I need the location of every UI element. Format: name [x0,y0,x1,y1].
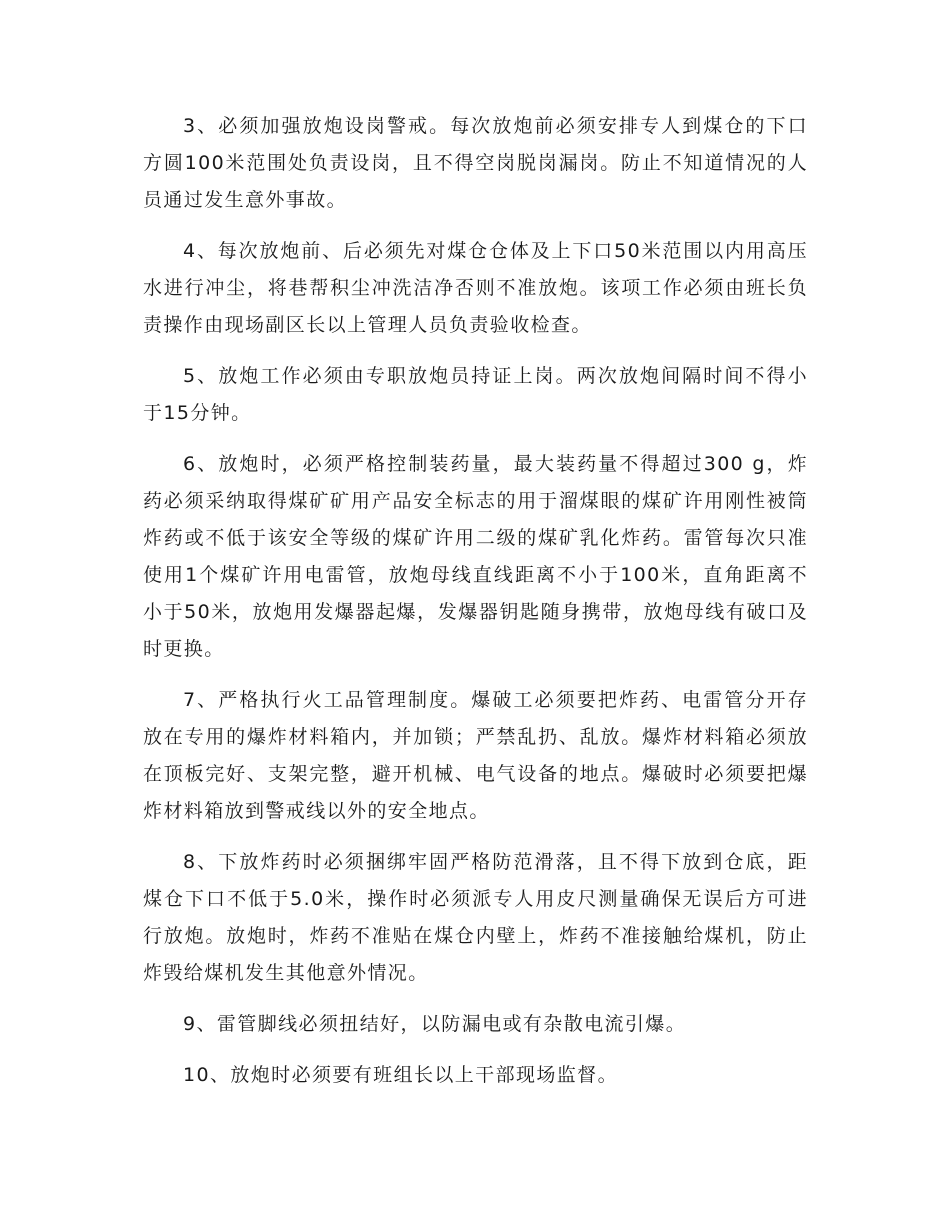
paragraph-8: 8、下放炸药时必须捆绑牢固严格防范滑落，且不得下放到仓底，距煤仓下口不低于5.0米，操作时必须派专人用皮尺测量确保无误后方可进行放炮。放炮时，炸药不准贴在煤仓内壁上，炸药不准接触给煤机，防止炸毁给煤机发生其他意外情况。 [143,851,808,984]
paragraph-6: 6、放炮时，必须严格控制装药量，最大装药量不得超过300 g，炸药必须采纳取得煤矿矿用产品安全标志的用于溜煤眼的煤矿许用刚性被筒炸药或不低于该安全等级的煤矿许用二级的煤矿乳化炸药。雷管每次只准使用1个煤矿许用电雷管，放炮母线直线距离不小于100米，直角距离不小于50米，放炮用发爆器起爆，发爆器钥匙随身携带，放炮母线有破口及时更换。 [143,453,808,660]
paragraph-3: 3、必须加强放炮设岗警戒。每次放炮前必须安排专人到煤仓的下口方圆100米范围处负责设岗，且不得空岗脱岗漏岗。防止不知道情况的人员通过发生意外事故。 [143,115,808,211]
paragraph-7: 7、严格执行火工品管理制度。爆破工必须要把炸药、电雷管分开存放在专用的爆炸材料箱内，并加锁；严禁乱扔、乱放。爆炸材料箱必须放在顶板完好、支架完整，避开机械、电气设备的地点。爆破时必须要把爆炸材料箱放到警戒线以外的安全地点。 [143,689,808,822]
paragraph-9: 9、雷管脚线必须扭结好，以防漏电或有杂散电流引爆。 [183,1013,687,1035]
paragraph-10: 10、放炮时必须要有班组长以上干部现场监督。 [183,1064,618,1086]
document-body [143,108,808,1108]
paragraph-5: 5、放炮工作必须由专职放炮员持证上岗。两次放炮间隔时间不得小于15分钟。 [143,365,808,424]
paragraph-4: 4、每次放炮前、后必须先对煤仓仓体及上下口50米范围以内用高压水进行冲尘，将巷帮积尘冲洗洁净否则不准放炮。该项工作必须由班长负责操作由现场副区长以上管理人员负责验收检查。 [143,240,808,336]
